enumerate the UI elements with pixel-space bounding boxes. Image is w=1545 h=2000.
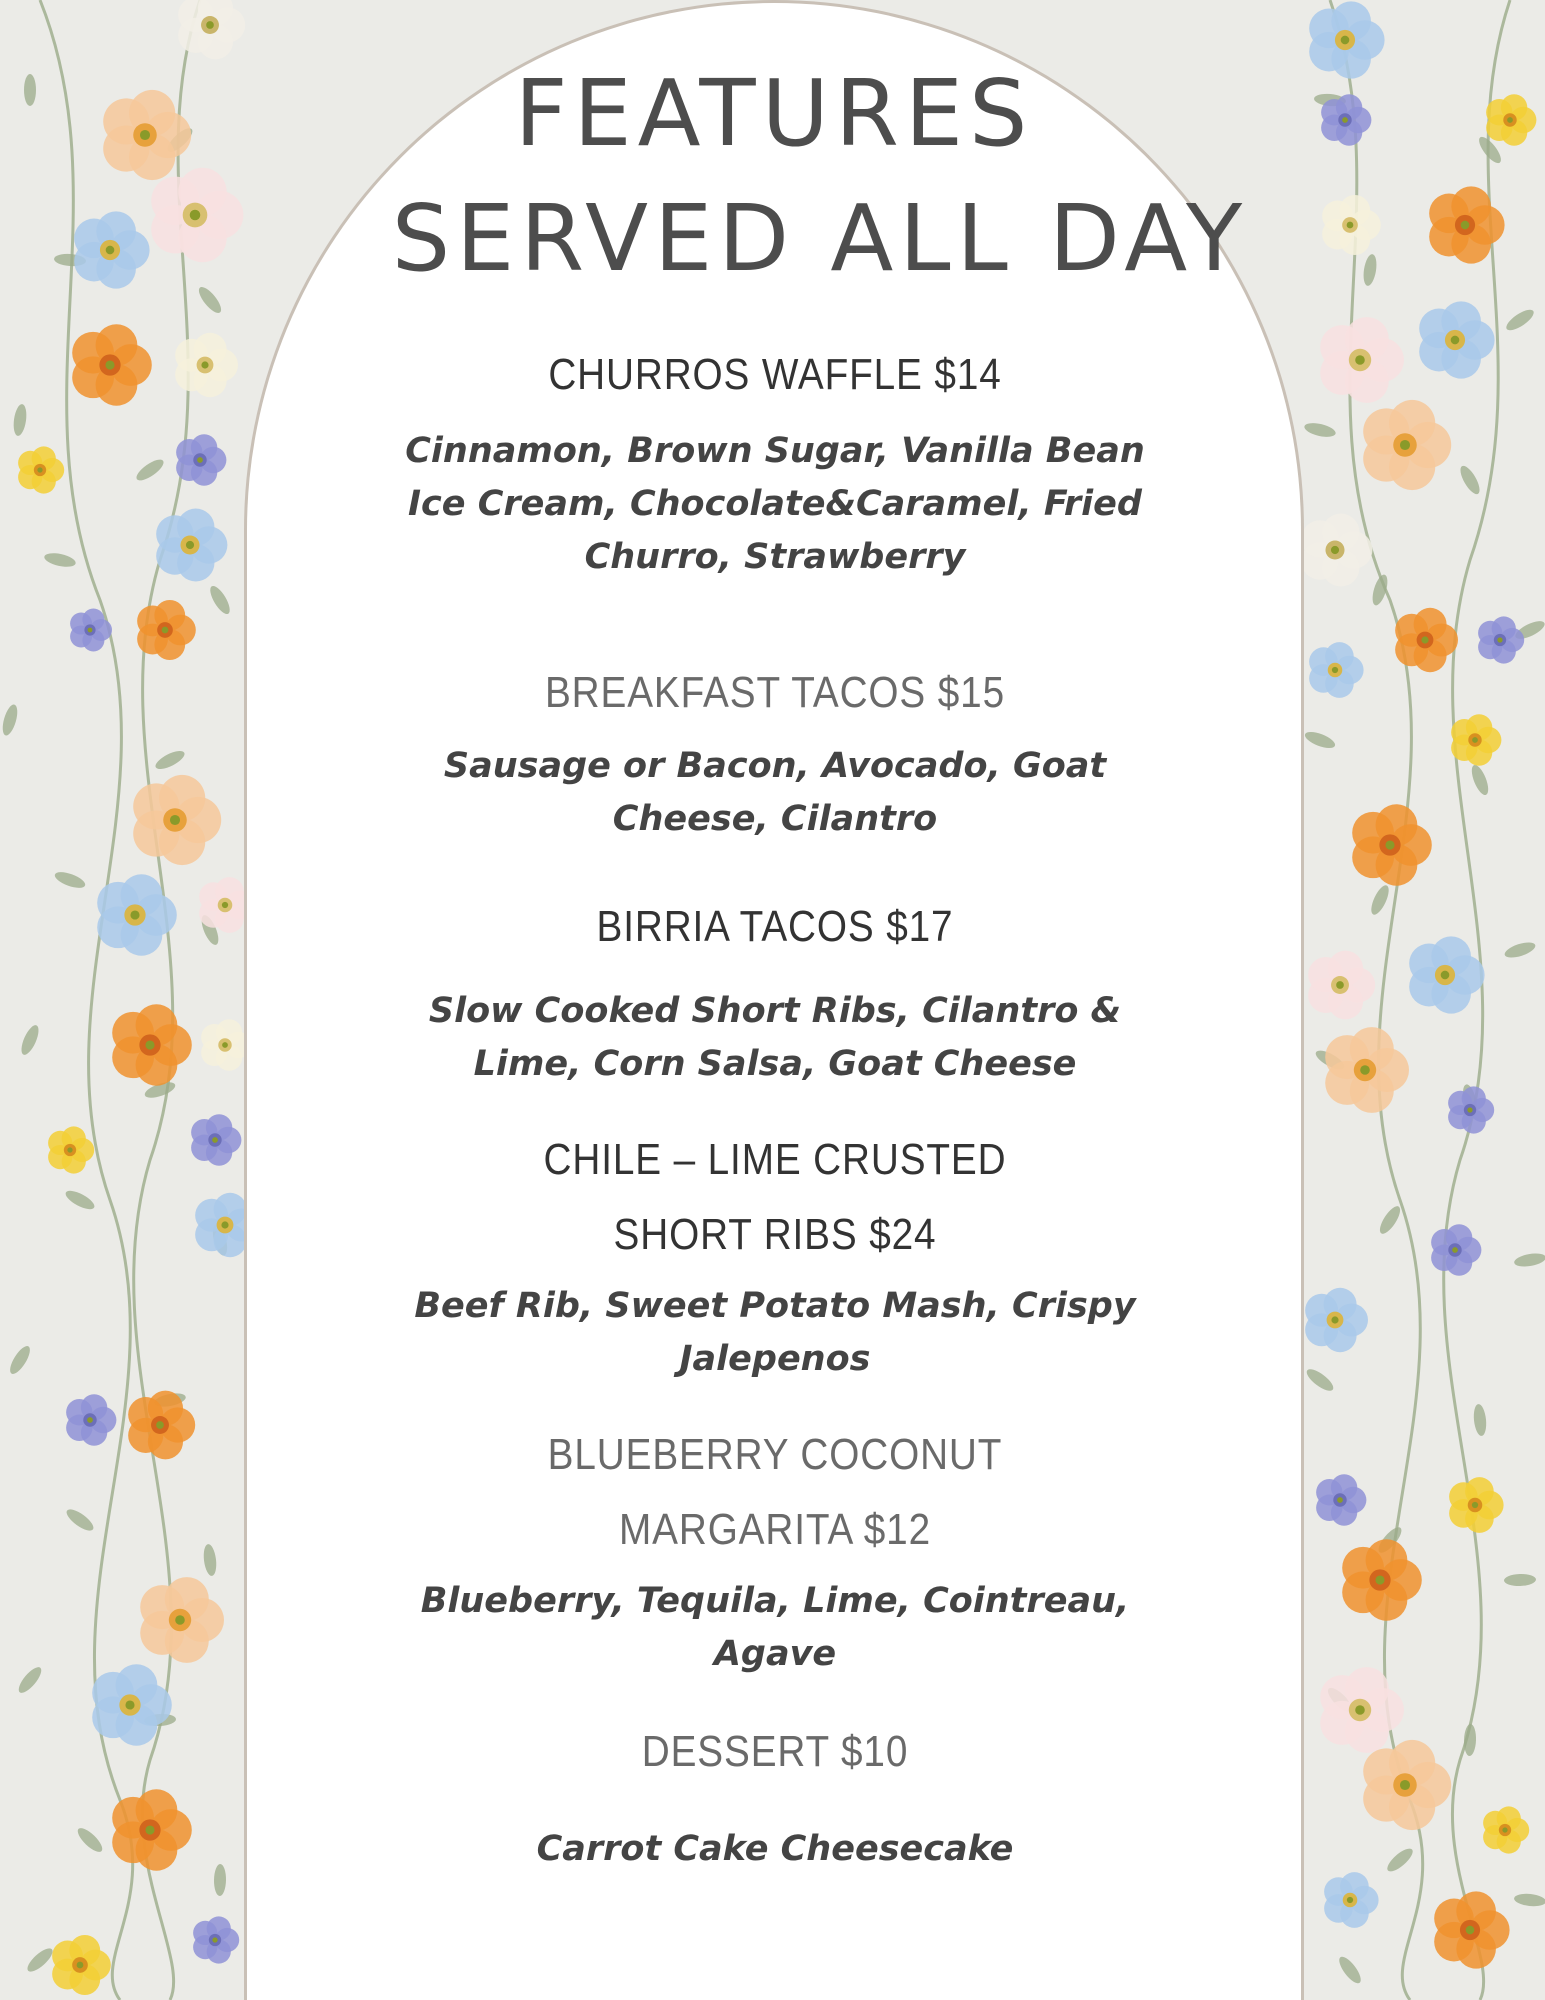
bellflower-pistil (212, 1137, 218, 1143)
menu-item-description-short-ribs: Beef Rib, Sweet Potato Mash, Crispy Jalepenos (414, 1286, 1136, 1379)
leaf (1513, 1892, 1545, 1907)
blue-flower-pistil (130, 910, 139, 919)
leaf (18, 1023, 42, 1057)
menu-title-line-1: FEATURES (514, 60, 1034, 167)
yellow-flower-pistil (67, 1147, 72, 1152)
bellflower-pistil (212, 1937, 217, 1942)
leaf (1463, 1724, 1476, 1756)
pink-flower-pistil (1355, 355, 1365, 365)
yellow-flower-pistil (1472, 737, 1478, 743)
orange-flower-pistil (162, 627, 169, 634)
bellflower-pistil (1337, 1497, 1343, 1503)
menu-title-line-2: SERVED ALL DAY (391, 185, 1249, 292)
leaf (1457, 463, 1483, 497)
orange-flower-pistil (1375, 1575, 1384, 1584)
leaf (24, 74, 36, 106)
bellflower-pistil (1467, 1107, 1472, 1112)
blue-flower-pistil (221, 1221, 228, 1228)
cream-flower-pistil (206, 21, 214, 29)
orange-flower-pistil (105, 360, 114, 369)
leaf (12, 403, 28, 436)
pink-flower-pistil (190, 210, 201, 221)
cream-flower-pistil (1331, 546, 1339, 554)
orange-flower-pistil (145, 1040, 154, 1049)
peach-flower-pistil (1400, 440, 1410, 450)
pink-flower-pistil (1355, 1705, 1365, 1715)
cream-flower-pistil (1347, 222, 1354, 229)
orange-flower-pistil (1385, 840, 1394, 849)
orange-flower-pistil (1461, 221, 1470, 230)
yellow-flower-pistil (1502, 1827, 1507, 1832)
yellow-flower-pistil (77, 1962, 84, 1969)
orange-flower-pistil (145, 1825, 154, 1834)
yellow-flower-pistil (1507, 117, 1513, 123)
leaf (207, 583, 234, 617)
leaf (202, 1543, 218, 1576)
leaf (53, 869, 87, 891)
orange-flower-pistil (156, 1421, 164, 1429)
menu-item-name-birria-tacos: BIRRIA TACOS $17 (596, 902, 954, 951)
menu-item-name-breakfast-tacos: BREAKFAST TACOS $15 (544, 668, 1006, 717)
leaf (1503, 306, 1536, 334)
leaf (15, 1664, 45, 1696)
leaf (1368, 883, 1392, 917)
leaf (1370, 573, 1391, 607)
peach-flower-pistil (175, 1615, 185, 1625)
menu-item-name-short-ribs-line-2: SHORT RIBS $24 (613, 1210, 937, 1259)
leaf (43, 551, 77, 569)
cream-flower-pistil (201, 361, 208, 368)
leaf (74, 1825, 105, 1856)
leaf (153, 747, 187, 772)
leaf (195, 284, 224, 316)
orange-flower-pistil (1466, 1926, 1475, 1935)
leaf (133, 456, 166, 484)
cream-flower-pistil (222, 1042, 228, 1048)
menu-item-description-margarita: Blueberry, Tequila, Lime, Cointreau, Agave (420, 1581, 1130, 1674)
bellflower-pistil (1342, 117, 1348, 123)
menu-item-name-margarita-line-1: BLUEBERRY COCONUT (547, 1430, 1003, 1479)
bellflower-pistil (1452, 1247, 1458, 1253)
menu-item-description-dessert: Carrot Cake Cheesecake (536, 1829, 1014, 1869)
peach-flower-pistil (1360, 1065, 1370, 1075)
blue-flower-pistil (125, 1700, 134, 1709)
orange-flower-pistil (1421, 636, 1428, 643)
leaf (1513, 1251, 1545, 1268)
blue-flower-pistil (1332, 667, 1338, 673)
pink-flower-pistil (1336, 981, 1344, 989)
menu-item-name-margarita-line-2: MARGARITA $12 (619, 1505, 931, 1554)
pink-flower-pistil (222, 902, 228, 908)
blue-flower-pistil (1451, 336, 1460, 345)
blue-flower-pistil (1341, 36, 1350, 45)
leaf (214, 1864, 227, 1896)
leaf (1336, 1954, 1365, 1987)
bellflower-pistil (1497, 637, 1502, 642)
leaf (6, 1343, 33, 1376)
peach-flower-pistil (140, 130, 150, 140)
leaf (1468, 763, 1491, 797)
blue-flower-pistil (1331, 1316, 1338, 1323)
leaf (1503, 939, 1537, 960)
leaf (1303, 421, 1337, 440)
bellflower-pistil (197, 457, 203, 463)
leaf (1303, 729, 1337, 752)
leaf (24, 1945, 56, 1975)
leaf (0, 703, 20, 737)
peach-flower-pistil (170, 815, 180, 825)
yellow-flower-pistil (37, 467, 42, 472)
blue-flower-pistil (186, 541, 194, 549)
leaf (1504, 1573, 1536, 1586)
leaf (1472, 1403, 1487, 1436)
menu-item-description-breakfast-tacos: Sausage or Bacon, Avocado, Goat Cheese, Cilantro (443, 746, 1107, 839)
menu-item-name-churros-waffle: CHURROS WAFFLE $14 (548, 350, 1002, 399)
leaf (63, 1187, 97, 1213)
yellow-flower-pistil (1472, 1502, 1478, 1508)
blue-flower-pistil (1347, 1897, 1353, 1903)
peach-flower-pistil (1400, 1780, 1410, 1790)
leaf (1376, 1203, 1403, 1236)
leaf (1362, 253, 1379, 286)
bellflower-pistil (88, 628, 93, 633)
bellflower-pistil (87, 1417, 93, 1423)
menu-item-description-birria-tacos: Slow Cooked Short Ribs, Cilantro & Lime, Corn Salsa, Goat Cheese (428, 991, 1122, 1084)
blue-flower-pistil (106, 246, 115, 255)
leaf (64, 1506, 97, 1535)
leaf (1304, 1366, 1337, 1395)
menu-item-name-short-ribs-line-1: CHILE – LIME CRUSTED (543, 1135, 1007, 1184)
menu-item-name-dessert: DESSERT $10 (641, 1727, 909, 1776)
menu-item-description-churros-waffle: Cinnamon, Brown Sugar, Vanilla Bean Ice Cream, Chocolate&Caramel, Fried Churro, Strawberry (405, 431, 1145, 577)
blue-flower-pistil (1441, 971, 1450, 980)
leaf (1384, 1845, 1416, 1875)
